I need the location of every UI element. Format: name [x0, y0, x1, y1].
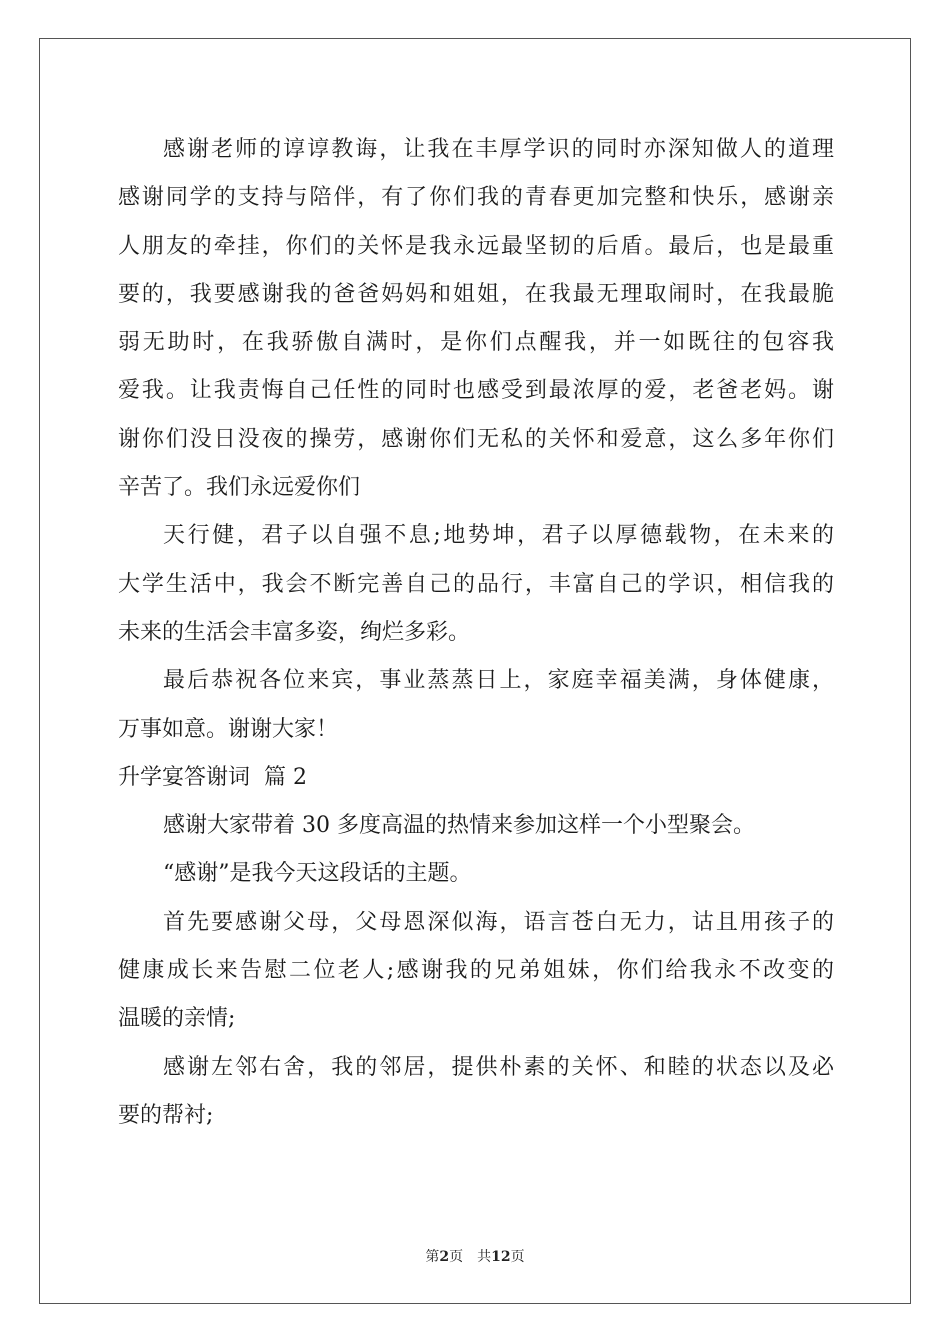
paragraph-line: 健康成长来告慰二位老人;感谢我的兄弟姐妹，你们给我永不改变的: [118, 958, 834, 984]
total-prefix: 共: [477, 1249, 492, 1265]
paragraph-line: 感谢老师的谆谆教诲，让我在丰厚学识的同时亦深知做人的道理: [163, 137, 834, 162]
page-footer: [0, 1246, 950, 1266]
paragraph-line: 大学生活中，我会不断完善自己的品行，丰富自己的学识，相信我的: [118, 571, 834, 597]
paragraph-line: 未来的生活会丰富多姿，绚烂多彩。: [118, 619, 471, 645]
section-heading: 升学宴答谢词 篇 2: [118, 764, 307, 790]
total-suffix: 页: [510, 1249, 525, 1265]
document-body: [118, 126, 834, 1140]
paragraph-line: 弱无助时，在我骄傲自满时，是你们点醒我，并一如既往的包容我: [118, 330, 834, 356]
paragraph-line: 感谢左邻右舍，我的邻居，提供朴素的关怀、和睦的状态以及必: [163, 1054, 834, 1080]
paragraph-line: 最后恭祝各位来宾，事业蒸蒸日上，家庭幸福美满，身体健康，: [163, 668, 834, 694]
paragraph-line: 感谢同学的支持与陪伴，有了你们我的青春更加完整和快乐，感谢亲: [118, 185, 834, 211]
paragraph-line: 万事如意。谢谢大家！: [118, 716, 339, 742]
paragraph-line: 感谢大家带着 30 多度高温的热情来参加这样一个小型聚会。: [163, 813, 755, 839]
paragraph-line: 谢你们没日没夜的操劳，感谢你们无私的关怀和爱意，这么多年你们: [118, 426, 834, 452]
paragraph-line: 要的帮衬;: [118, 1102, 214, 1128]
page-prefix: 第: [425, 1249, 440, 1265]
paragraph-line: 温暖的亲情;: [118, 1006, 236, 1032]
paragraph-line: 天行健，君子以自强不息;地势坤，君子以厚德载物，在未来的: [163, 523, 834, 549]
paragraph-line: 辛苦了。我们永远爱你们: [118, 475, 361, 501]
paragraph-line: 爱我。让我责悔自己任性的同时也感受到最浓厚的爱，老爸老妈。谢: [118, 378, 834, 404]
paragraph-line: “感谢”是我今天这段话的主题。: [163, 861, 472, 887]
paragraph-line: 首先要感谢父母，父母恩深似海，语言苍白无力，诂且用孩子的: [163, 909, 834, 935]
page-suffix: 页: [449, 1249, 464, 1265]
current-page-number: 2: [439, 1249, 450, 1265]
paragraph-line: 人朋友的牵挂，你们的关怀是我永远最坚韧的后盾。最后，也是最重: [118, 233, 834, 259]
paragraph-line: 要的，我要感谢我的爸爸妈妈和姐姐，在我最无理取闹时，在我最脆: [118, 281, 834, 307]
total-page-number: 12: [491, 1249, 511, 1265]
